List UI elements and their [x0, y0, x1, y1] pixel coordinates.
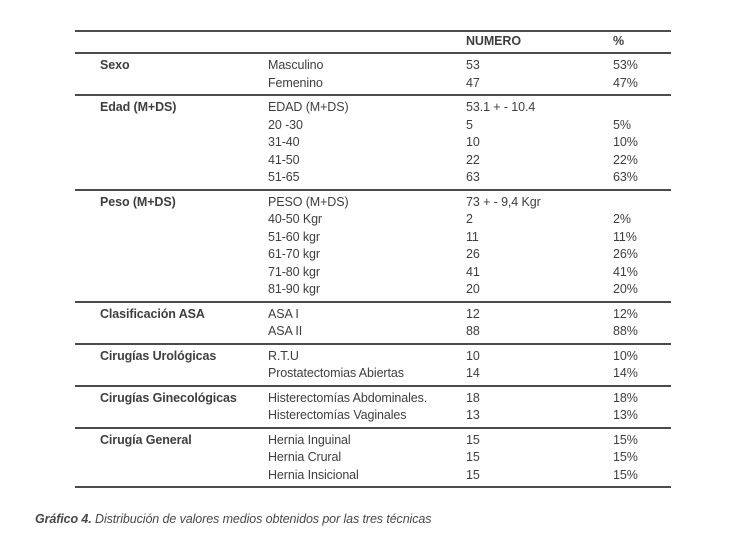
- numero-cell: 11: [466, 229, 479, 244]
- pct-cell: 11%: [613, 229, 637, 244]
- label-cell: ASA II: [268, 324, 303, 338]
- numero-cell: 20: [466, 282, 480, 296]
- pct-cell: 15%: [613, 467, 638, 482]
- category-cell: [75, 152, 268, 170]
- pct-cell: 10%: [613, 135, 638, 149]
- numero-cell: 15: [466, 467, 480, 482]
- category-cell: [75, 246, 268, 264]
- label-cell: 40-50 Kgr: [268, 212, 322, 226]
- table-section: [75, 345, 671, 387]
- numero-cell: 53: [466, 58, 480, 72]
- pct-cell: 47%: [613, 75, 638, 90]
- numero-cell: 12: [466, 306, 480, 321]
- table-section: [75, 303, 671, 345]
- label-cell: 41-50: [268, 152, 300, 167]
- category-cell: Edad (M+DS): [100, 100, 177, 114]
- caption-text: Distribución de valores medios obtenidos por las tres técnicas: [91, 512, 432, 526]
- pct-header-cell: %: [613, 34, 625, 49]
- label-cell: EDAD (M+DS): [268, 100, 349, 114]
- label-cell: 81-90 kgr: [268, 282, 320, 296]
- numero-cell: 2: [466, 212, 473, 226]
- pct-cell: 41%: [613, 264, 638, 279]
- label-cell: Hernia Crural: [268, 450, 342, 464]
- category-cell: [75, 134, 268, 152]
- label-cell: Hernia Insicional: [268, 467, 359, 482]
- label-cell: Prostatectomias Abiertas: [268, 366, 404, 380]
- table-section: [75, 191, 671, 303]
- numero-cell: 53.1 + - 10.4: [466, 100, 536, 114]
- label-cell: 51-60 kgr: [268, 229, 320, 244]
- category-cell: Cirugías Ginecológicas: [100, 390, 237, 405]
- category-cell: Peso (M+DS): [100, 194, 176, 209]
- numero-cell: 15: [466, 450, 480, 464]
- label-cell: R.T.U: [268, 348, 299, 363]
- pct-cell: 18%: [613, 390, 638, 405]
- category-cell: [75, 229, 268, 247]
- category-cell: Sexo: [100, 58, 130, 72]
- label-cell: Histerectomías Vaginales: [268, 408, 407, 422]
- category-cell: [75, 264, 268, 282]
- numero-cell: 88: [466, 324, 480, 338]
- distribution-table-body: [75, 54, 671, 488]
- pct-cell: [613, 99, 671, 117]
- label-cell: ASA I: [268, 306, 299, 321]
- category-cell: [75, 407, 268, 425]
- category-cell: [75, 323, 268, 341]
- label-cell: 20 -30: [268, 117, 303, 132]
- label-cell: Masculino: [268, 58, 324, 72]
- pct-cell: 20%: [613, 282, 638, 296]
- numero-cell: 73 + - 9,4 Kgr: [466, 194, 541, 209]
- pct-cell: [613, 194, 671, 212]
- numero-cell: 18: [466, 390, 480, 405]
- category-cell: [75, 117, 268, 135]
- numero-cell: 47: [466, 75, 480, 90]
- pct-cell: 53%: [613, 58, 638, 72]
- category-cell: Cirugías Urológicas: [100, 348, 217, 363]
- numero-cell: 13: [466, 408, 480, 422]
- table-section: [75, 54, 671, 96]
- numero-cell: 14: [466, 366, 480, 380]
- caption: [35, 512, 748, 526]
- pct-cell: 15%: [613, 450, 638, 464]
- pct-cell: 13%: [613, 408, 638, 422]
- numero-cell: 15: [466, 432, 480, 447]
- numero-cell: 26: [466, 247, 480, 261]
- category-cell: Clasificación ASA: [100, 306, 205, 321]
- numero-cell: 63: [466, 170, 480, 184]
- pct-cell: 26%: [613, 247, 638, 261]
- pct-cell: 15%: [613, 432, 638, 447]
- numero-cell: 41: [466, 264, 480, 279]
- pct-cell: 2%: [613, 212, 631, 226]
- category-cell: Cirugía General: [100, 432, 192, 447]
- pct-cell: 5%: [613, 117, 631, 132]
- category-cell: [75, 75, 268, 93]
- numero-cell: 22: [466, 152, 480, 167]
- label-cell: 31-40: [268, 135, 300, 149]
- category-cell: [75, 449, 268, 467]
- pct-cell: 22%: [613, 152, 638, 167]
- label-cell: 61-70 kgr: [268, 247, 320, 261]
- document-page: [0, 30, 748, 545]
- numero-header-cell: NUMERO: [466, 34, 521, 49]
- numero-cell: 10: [466, 348, 480, 363]
- distribution-table: [75, 30, 671, 488]
- category-cell: [75, 281, 268, 299]
- caption-label: Gráfico 4.: [35, 512, 92, 526]
- pct-cell: 14%: [613, 366, 638, 380]
- numero-cell: 5: [466, 117, 473, 132]
- label-cell: 51-65: [268, 170, 300, 184]
- label-cell: Hernia Inguinal: [268, 432, 351, 447]
- numero-cell: 10: [466, 135, 480, 149]
- label-cell: Femenino: [268, 75, 323, 90]
- table-section: [75, 387, 671, 429]
- label-cell: 71-80 kgr: [268, 264, 320, 279]
- table-header-row: [75, 32, 671, 54]
- pct-cell: 12%: [613, 306, 638, 321]
- category-cell: [75, 169, 268, 187]
- table-section: [75, 96, 671, 191]
- category-cell: [75, 211, 268, 229]
- category-cell: [75, 467, 268, 485]
- pct-cell: 88%: [613, 324, 638, 338]
- label-cell: Histerectomías Abdominales.: [268, 390, 428, 405]
- table-section: [75, 429, 671, 489]
- pct-cell: 10%: [613, 348, 638, 363]
- category-cell: [75, 365, 268, 383]
- label-cell: PESO (M+DS): [268, 194, 349, 209]
- pct-cell: 63%: [613, 170, 638, 184]
